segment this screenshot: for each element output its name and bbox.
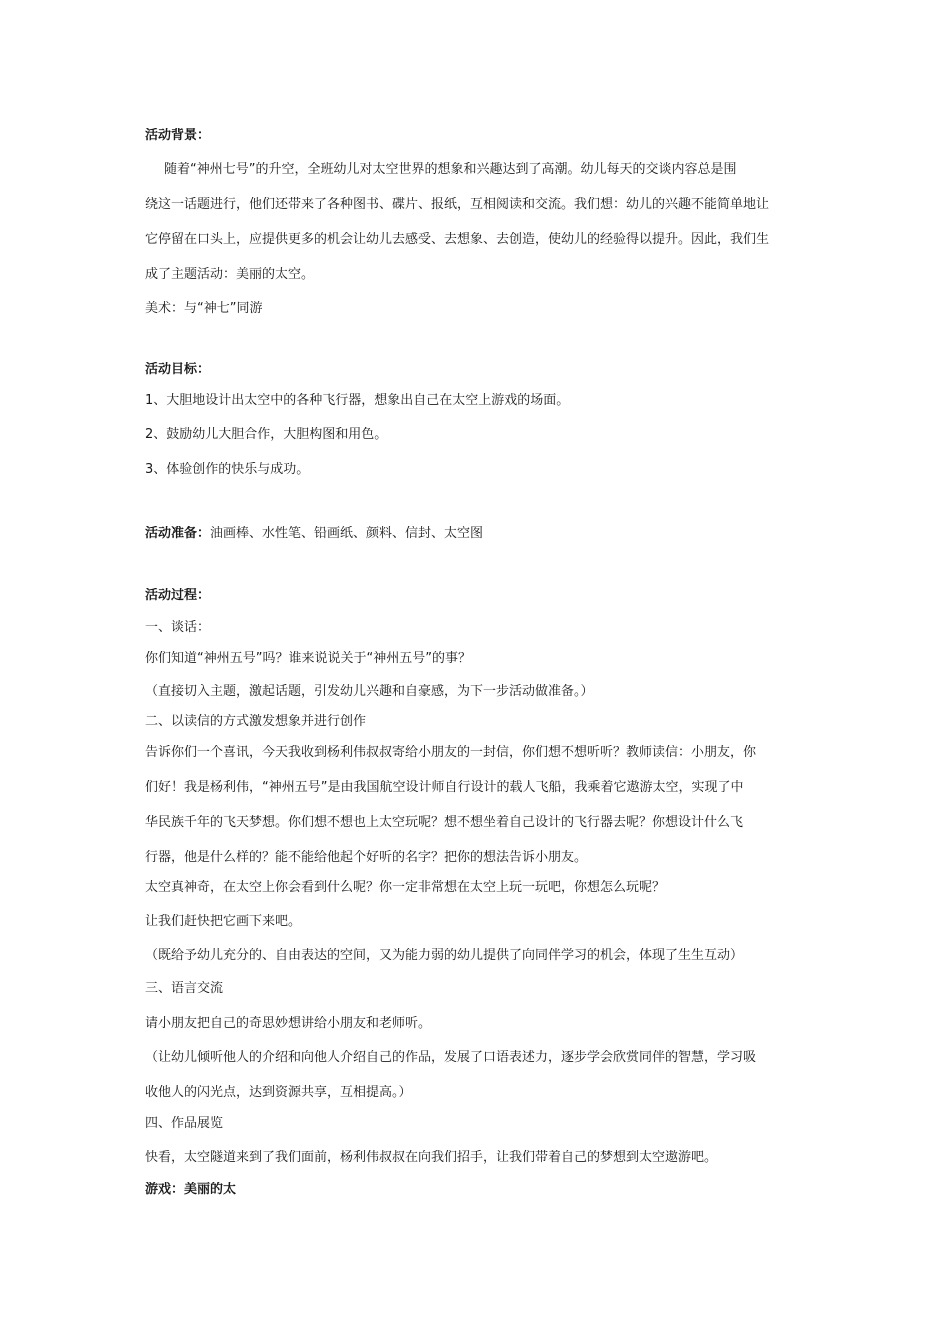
art-subtitle: 美术：与“神七”同游	[145, 301, 263, 316]
goals-heading: 活动目标：	[145, 362, 211, 377]
background-para-line-3: 它停留在口头上，应提供更多的机会让幼儿去感受、去想象、去创造，使幼儿的经验得以提升。因此，我们生	[145, 232, 770, 247]
process-line-1: 一、谈话：	[145, 620, 211, 635]
process-line-4: 二、以读信的方式激发想象并进行创作	[145, 714, 367, 729]
process-line-13: 请小朋友把自己的奇思妙想讲给小朋友和老师听。	[145, 1016, 432, 1031]
background-para-line-4: 成了主题活动：美丽的太空。	[145, 267, 315, 282]
background-para-line-2: 绕这一话题进行，他们还带来了各种图书、碟片、报纸，互相阅读和交流。我们想：幼儿的兴趣不能简单地让	[145, 197, 770, 212]
process-line-7: 华民族千年的飞天梦想。你们想不想也上太空玩呢？想不想坐着自己设计的飞行器去呢？你想设计什么飞	[145, 815, 744, 830]
process-line-6: 们好！我是杨利伟，“神州五号”是由我国航空设计师自行设计的载人飞船，我乘着它遨游太空，实现了中	[145, 780, 744, 795]
process-line-14: （让幼儿倾听他人的介绍和向他人介绍自己的作品，发展了口语表述力，逐步学会欣赏同伴的智慧，学习吸	[145, 1050, 757, 1065]
goal-item-2: 2、鼓励幼儿大胆合作，大胆构图和用色。	[145, 427, 388, 442]
game-heading: 游戏：美丽的太	[145, 1182, 237, 1197]
prep-text: 油画棒、水性笔、铅画纸、颜料、信封、太空图	[210, 526, 484, 541]
process-line-9: 太空真神奇，在太空上你会看到什么呢？你一定非常想在太空上玩一玩吧，你想怎么玩呢？	[145, 880, 666, 895]
goal-item-3: 3、体验创作的快乐与成功。	[145, 462, 310, 477]
goal-item-1: 1、大胆地设计出太空中的各种飞行器，想象出自己在太空上游戏的场面。	[145, 393, 570, 408]
background-para-line-1: 随着“神州七号”的升空，全班幼儿对太空世界的想象和兴趣达到了高潮。幼儿每天的交谈内容总是围	[164, 162, 737, 177]
process-line-17: 快看，太空隧道来到了我们面前，杨利伟叔叔在向我们招手，让我们带着自己的梦想到太空遨游吧。	[145, 1150, 718, 1165]
process-line-3: （直接切入主题，激起话题，引发幼儿兴趣和自豪感，为下一步活动做准备。）	[145, 684, 594, 699]
process-line-10: 让我们赶快把它画下来吧。	[145, 914, 302, 929]
background-heading: 活动背景：	[145, 128, 211, 143]
process-line-2: 你们知道“神州五号”吗？谁来说说关于“神州五号”的事？	[145, 651, 471, 666]
prep-heading: 活动准备：	[145, 526, 211, 541]
process-line-8: 行器，他是什么样的？能不能给他起个好听的名字？把你的想法告诉小朋友。	[145, 850, 588, 865]
process-heading: 活动过程：	[145, 588, 211, 603]
process-line-11: （既给予幼儿充分的、自由表达的空间，又为能力弱的幼儿提供了向同伴学习的机会，体现了生生互动）	[145, 948, 744, 963]
process-line-12: 三、语言交流	[145, 981, 224, 996]
prep-line	[145, 526, 810, 542]
process-line-5: 告诉你们一个喜讯，今天我收到杨利伟叔叔寄给小朋友的一封信，你们想不想听听？教师读信：小朋友，你	[145, 745, 757, 760]
process-line-15: 收他人的闪光点，达到资源共享，互相提高。）	[145, 1085, 412, 1100]
process-line-16: 四、作品展览	[145, 1116, 224, 1131]
